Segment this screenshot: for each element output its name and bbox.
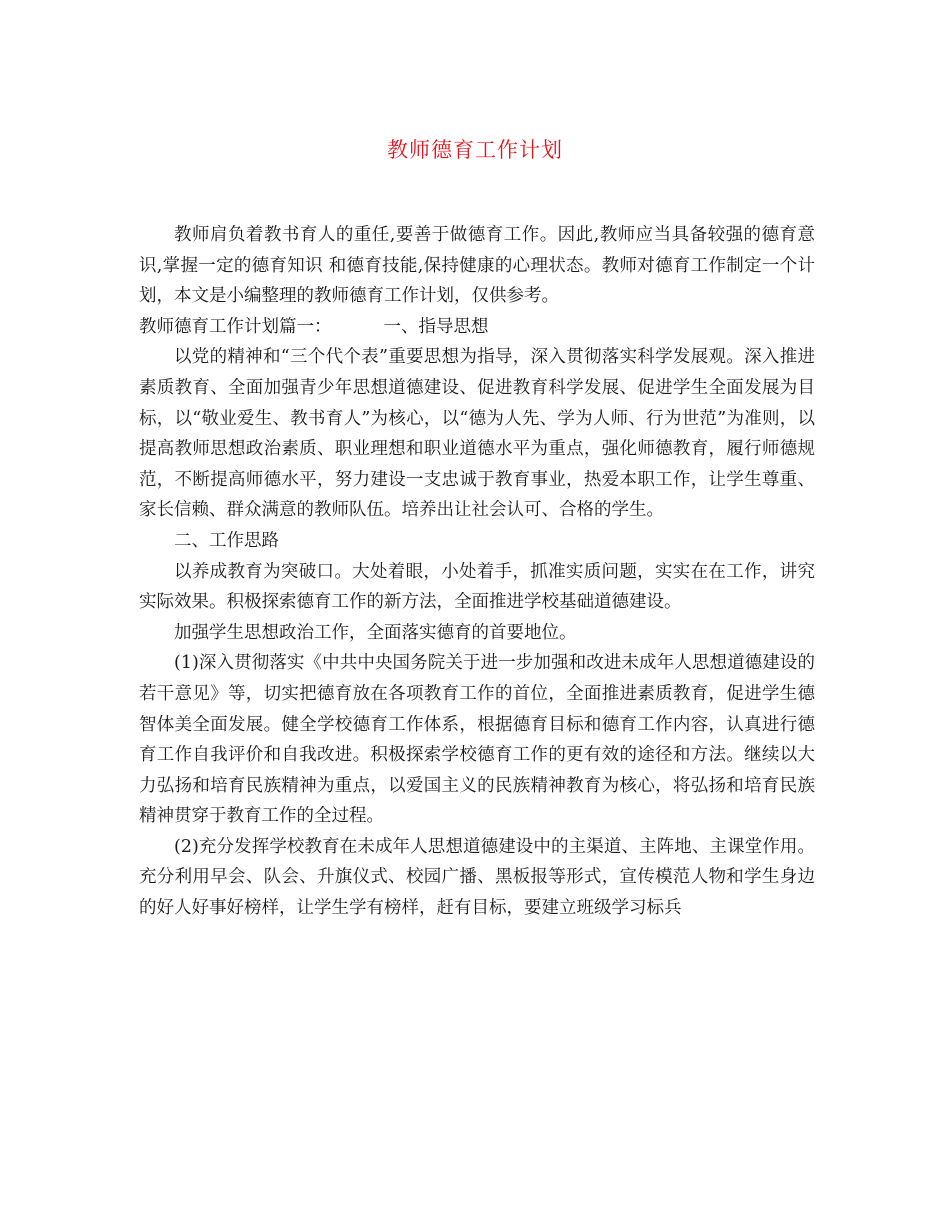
document-body — [139, 220, 815, 924]
paragraph-work-approach: 以养成教育为突破口。大处着眼，小处着手，抓准实质问题，实实在在工作，讲究实际效果。积极探索德育工作的新方法，全面推进学校基础道德建设。 — [139, 561, 815, 613]
section-heading-line — [139, 312, 815, 343]
section-label: 教师德育工作计划篇一： — [139, 316, 332, 337]
intro-paragraph: 教师肩负着教书育人的重任,要善于做德育工作。因此,教师应当具备较强的德育意识,掌握一定的德育知识 和德育技能,保持健康的心理状态。教师对德育工作制定一个计划，本文是小编整理的教师德育工作计划，仅供参考。 — [139, 225, 815, 307]
paragraph-item-1: (1)深入贯彻落实《中共中央国务院关于进一步加强和改进未成年人思想道德建设的若干意见》等，切实把德育放在各项教育工作的首位，全面推进素质教育，促进学生德智体美全面发展。健全学校德育工作体系，根据德育目标和德育工作内容，认真进行德育工作自我评价和自我改进。积极探索学校德育工作的更有效的途径和方法。继续以大力弘扬和培育民族精神为重点，以爱国主义的民族精神教育为核心，将弘扬和培育民族精神贯穿于教育工作的全过程。 — [139, 653, 815, 827]
paragraph-political-work: 加强学生思想政治工作，全面落实德育的首要地位。 — [174, 622, 577, 643]
heading-guiding-ideology: 一、指导思想 — [383, 316, 489, 337]
heading-work-approach: 二、工作思路 — [174, 530, 279, 551]
paragraph-item-2: (2)充分发挥学校教育在未成年人思想道德建设中的主渠道、主阵地、主课堂作用。充分利用早会、队会、升旗仪式、校园广播、黑板报等形式，宣传模范人物和学生身边的好人好事好榜样，让学生学有榜样，赶有目标，要建立班级学习标兵 — [139, 836, 815, 919]
paragraph-guiding-ideology: 以党的精神和“三个代个表”重要思想为指导，深入贯彻落实科学发展观。深入推进素质教育、全面加强青少年思想道德建设、促进教育科学发展、促进学生全面发展为目标，以“敬业爱生、教书育人”为核心，以“德为人先、学为人师、行为世范”为准则，以提高教师思想政治素质、职业理想和职业道德水平为重点，强化师德教育，履行师德规范，不断提高师德水平，努力建设一支忠诚于教育事业，热爱本职工作，让学生尊重、家长信赖、群众满意的教师队伍。培养出让社会认可、合格的学生。 — [139, 347, 815, 521]
document-title: 教师德育工作计划 — [387, 138, 563, 162]
